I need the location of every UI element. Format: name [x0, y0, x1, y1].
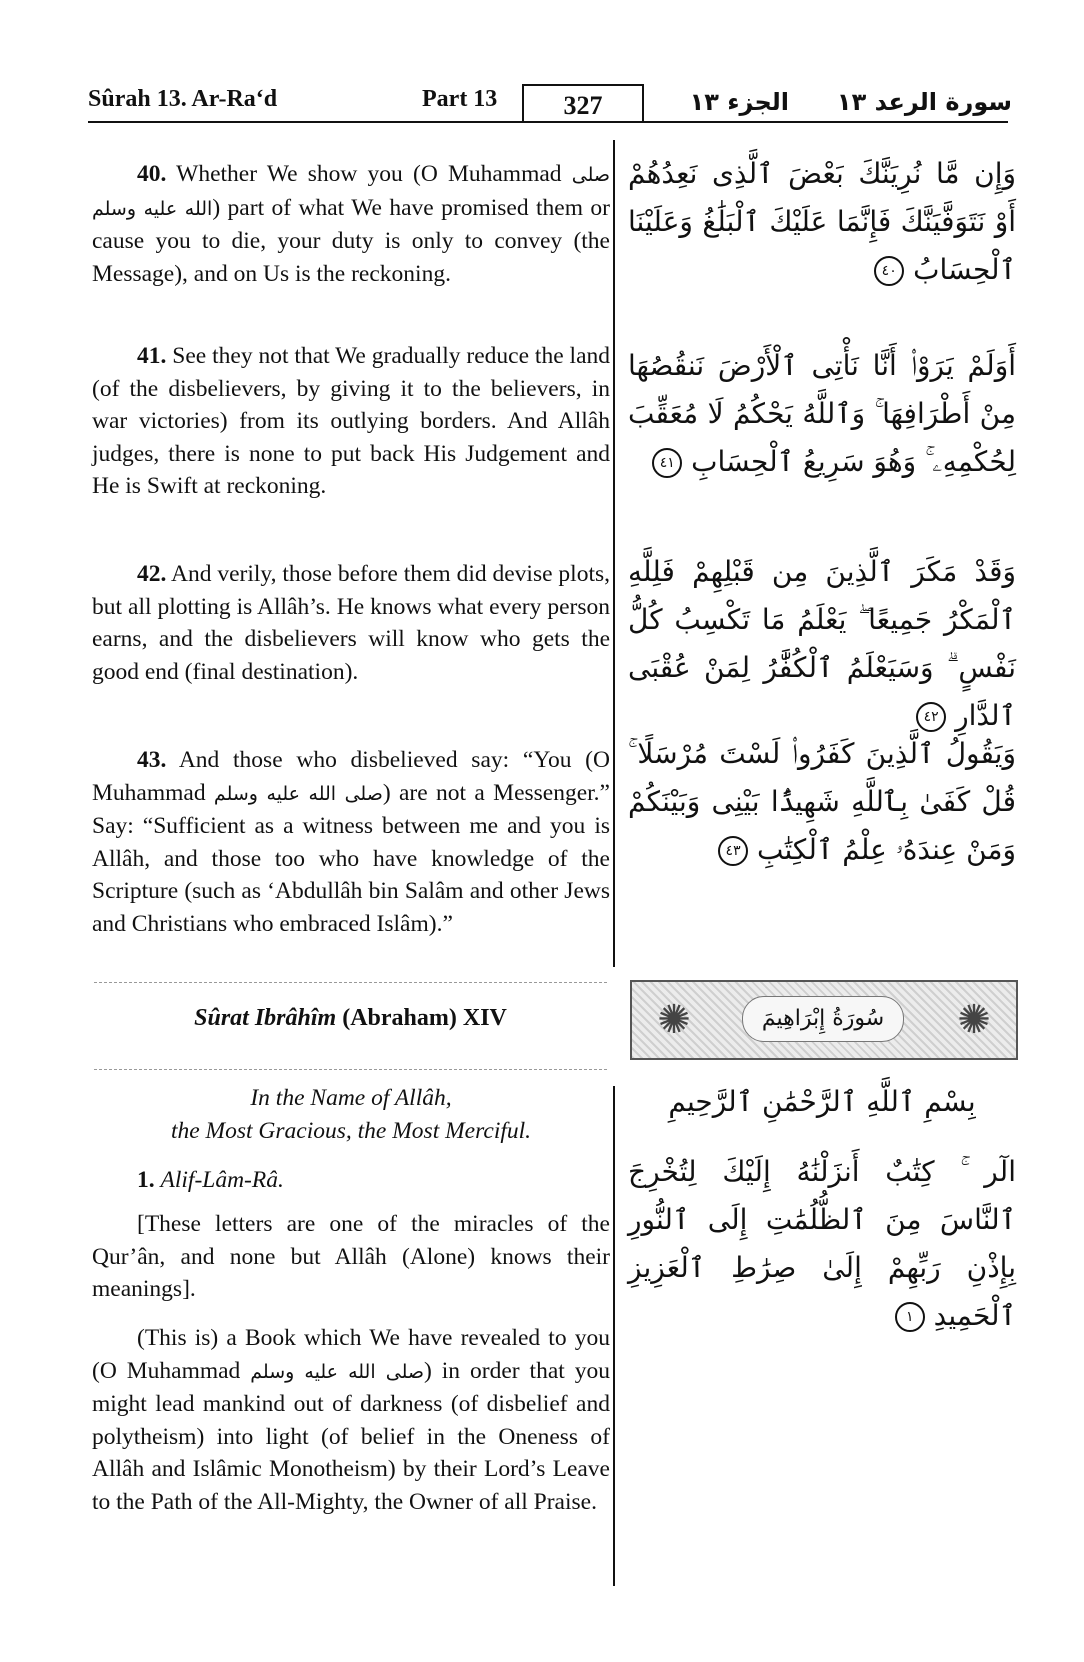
verse-40-en: 40. Whether We show you (O Muhammad صلى الله عليه وسلم) part of what We have promised them or cause you to die, your duty is only to convey (the Message), and on Us is the reckoning. [92, 161, 611, 287]
ayah-end-mark: ٤٣ [718, 836, 748, 866]
verse-1-ar: الٓر ۚ كِتَٰبٌ أَنزَلْنَٰهُ إِلَيْكَ لِتُخْرِجَ ٱلنَّاسَ مِنَ ٱلظُّلُمَٰتِ إِلَى ٱلنُّورِ بِإِذْنِ رَبِّهِمْ إِلَىٰ صِرَٰطِ ٱلْعَزِيزِ ٱلْحَمِيدِ ١ [628, 1155, 1016, 1332]
header-part-en: Part 13 [422, 86, 498, 112]
bismillah-en: In the Name of Allâh, the Most Gracious, the Most Merciful. [170, 1085, 532, 1144]
salutation: صلى الله عليه وسلم [213, 782, 383, 805]
verse-42-ar: وَقَدْ مَكَرَ ٱلَّذِينَ مِن قَبْلِهِمْ فَلِلَّهِ ٱلْمَكْرُ جَمِيعًا ۖ يَعْلَمُ مَا تَكْسِبُ كُلُّ نَفْسٍ ۗ وَسَيَعْلَمُ ٱلْكُفَّٰرُ لِمَنْ عُقْبَى ٱلدَّارِ ٤٢ [628, 555, 1016, 732]
verse-number: 42. [137, 561, 167, 587]
surah-name-ar: سُورَةُ إِبْرَاهِيمَ [742, 996, 904, 1042]
verse-43-en: 43. And those who disbelieved say: “You (O Muhammad صلى الله عليه وسلم) are not a Messenger.” Say: “Sufficient as a witness between me and you is Allâh, and those too who have knowledge of the Scripture (such as ‘Abdullâh bin Salâm and other Jews and Christians who embraced Islâm).” [92, 747, 610, 937]
header-surah-ar: سورة الرعد ١٣ [836, 88, 1012, 116]
verse-40-ar: وَإِن مَّا نُرِيَنَّكَ بَعْضَ ٱلَّذِى نَعِدُهُمْ أَوْ نَتَوَفَّيَنَّكَ فَإِنَّمَا عَلَيْكَ ٱلْبَلَٰغُ وَعَلَيْنَا ٱلْحِسَابُ ٤٠ [628, 157, 1016, 286]
salutation: صلى الله عليه وسلم [250, 1360, 424, 1383]
header-surah-en: Sûrah 13. Ar-Ra‘d [88, 86, 278, 112]
surah-ornament-banner [630, 980, 1018, 1060]
ayah-end-mark: ٤١ [652, 448, 682, 478]
verse-number: 43. [137, 747, 167, 773]
header-rule [88, 121, 1008, 123]
letters-note: [These letters are one of the miracles of the Qur’ân, and none but Allâh (Alone) knows their meanings]. [92, 1211, 610, 1303]
verse-42-en: 42. And verily, those before them did devise plots, but all plotting is Allâh’s. He knows what every person earns, and the disbelievers will know who gets the good end (final destination). [92, 561, 610, 685]
ayah-end-mark: ٤٢ [916, 702, 946, 732]
verse-41-ar: أَوَلَمْ يَرَوْا۟ أَنَّا نَأْتِى ٱلْأَرْضَ نَنقُصُهَا مِنْ أَطْرَافِهَا ۚ وَٱللَّهُ يَحْكُمُ لَا مُعَقِّبَ لِحُكْمِهِۦ ۚ وَهُوَ سَرِيعُ ٱلْحِسَابِ ٤١ [628, 349, 1016, 478]
column-divider-top [613, 140, 615, 967]
page-number: 327 [522, 84, 644, 123]
verse-43-ar: وَيَقُولُ ٱلَّذِينَ كَفَرُوا۟ لَسْتَ مُرْسَلًا ۚ قُلْ كَفَىٰ بِٱللَّهِ شَهِيدًۢا بَيْنِى وَبَيْنَكُمْ وَمَنْ عِندَهُۥ عِلْمُ ٱلْكِتَٰبِ ٤٣ [628, 737, 1016, 866]
verse-1-en: 1. Alif-Lâm-Râ. [137, 1167, 284, 1193]
verse-number: 1. [137, 1167, 155, 1193]
ayah-end-mark: ٤٠ [874, 256, 904, 286]
surah-title-box [94, 982, 607, 1070]
salutation: صلى الله عليه وسلم [92, 164, 611, 220]
verse-41-en: 41. See they not that We gradually reduce the land (of the disbelievers, by giving it to the believers, in war victories) from its outlying borders. And Allâh judges, there is none to put back His Judgement and He is Swift at reckoning. [92, 343, 610, 500]
surah-title: Sûrat Ibrâhîm (Abraham) XIV [194, 1005, 507, 1031]
column-divider-bottom [613, 1086, 615, 1586]
verse-number: 41. [137, 343, 167, 369]
ayah-end-mark: ١ [895, 1302, 925, 1332]
bismillah-ar: بِسْمِ ٱللَّهِ ٱلرَّحْمَٰنِ ٱلرَّحِيمِ [668, 1085, 976, 1118]
verse-number: 40. [137, 161, 167, 187]
ornament-rosette-icon: ✺ [957, 997, 991, 1042]
header-part-ar: الجزء ١٣ [689, 88, 789, 116]
verse-1-continued: (This is) a Book which We have revealed to you (O Muhammad صلى الله عليه وسلم) in order that you might lead mankind out of darkness (of disbelief and polytheism) into light (of belief in the Oneness of Allâh and Islâmic Monotheism) by their Lord’s Leave to the Path of the All-Mighty, the Owner of all Praise. [92, 1325, 610, 1515]
ornament-rosette-icon: ✺ [657, 997, 691, 1042]
